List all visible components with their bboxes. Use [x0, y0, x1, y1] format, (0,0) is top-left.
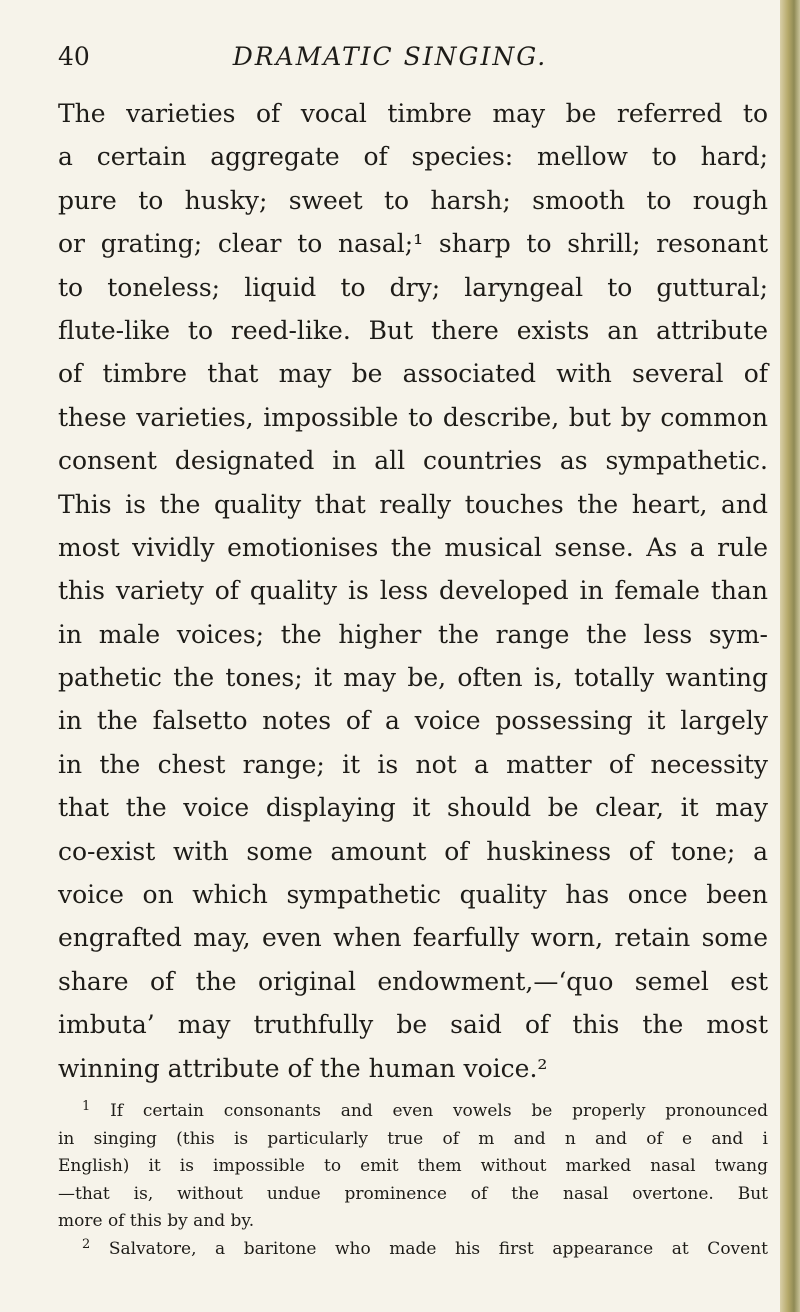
footnotes [58, 1098, 768, 1264]
footnote-line: $^1$ If certain consonants and even vowels be properly pronounced [82, 1099, 769, 1121]
footnote-number: 1 [82, 1099, 91, 1114]
text-line: in male voices; the higher the range the less sym- [58, 619, 768, 649]
footnote-line: in singing (this is particularly true of m and n and of e and i [58, 1128, 768, 1149]
text-line: most vividly emotionises the musical sense. As a rule [58, 532, 768, 562]
footnote-line: more of this by and by. [58, 1211, 255, 1232]
text-line: The varieties of vocal timbre may be referred to [58, 99, 768, 128]
text-line: flute-like to reed-like. But there exists an attribute [58, 315, 768, 345]
text-line: this variety of quality is less developed in female than [58, 576, 768, 606]
text-line: This is the quality that really touches the heart, and [58, 489, 768, 519]
main-paragraph [58, 92, 768, 1090]
running-title: DRAMATIC SINGING. [232, 42, 548, 71]
text-line: these varieties, impossible to describe, but by common [58, 402, 768, 432]
footnote-line: $^2$ Salvatore, a baritone who made his first appearance at Covent [82, 1236, 768, 1259]
text-line: that the voice displaying it should be clear, it may [58, 793, 768, 823]
text-line: co-exist with some amount of huskiness of tone; a [58, 836, 768, 866]
text-line: share of the original endowment,—‘quo semel est [58, 966, 768, 996]
text-line: consent designated in all countries as sympathetic. [58, 446, 768, 476]
text-line: engrafted may, even when fearfully worn, retain some [58, 923, 768, 953]
footnote-line: English) it is impossible to emit them without marked nasal twang [58, 1156, 768, 1177]
footnote-line: —that is, without undue prominence of the nasal overtone. But [58, 1183, 768, 1204]
text-line: a certain aggregate of species: mellow to hard; [58, 142, 768, 172]
text-line: to toneless; liquid to dry; laryngeal to guttural; [58, 272, 768, 302]
text-line: in the chest range; it is not a matter of necessity [58, 749, 768, 779]
footnote-number: 2 [82, 1236, 91, 1252]
text-line: or grating; clear to nasal;¹ sharp to shrill; resonant [58, 229, 768, 259]
text-line: in the falsetto notes of a voice possessing it largely [58, 706, 768, 736]
page-header [0, 38, 790, 82]
text-line: pathetic the tones; it may be, often is, totally wanting [58, 663, 768, 693]
page-edge-shadow [780, 0, 800, 1312]
text-line: imbuta’ may truthfully be said of this the most [58, 1010, 768, 1040]
text-line: winning attribute of the human voice.² [58, 1053, 548, 1083]
page-number: 40 [58, 42, 90, 71]
text-line: voice on which sympathetic quality has once been [58, 880, 768, 910]
text-line: of timbre that may be associated with several of [58, 359, 768, 389]
text-line: pure to husky; sweet to harsh; smooth to rough [58, 185, 768, 215]
